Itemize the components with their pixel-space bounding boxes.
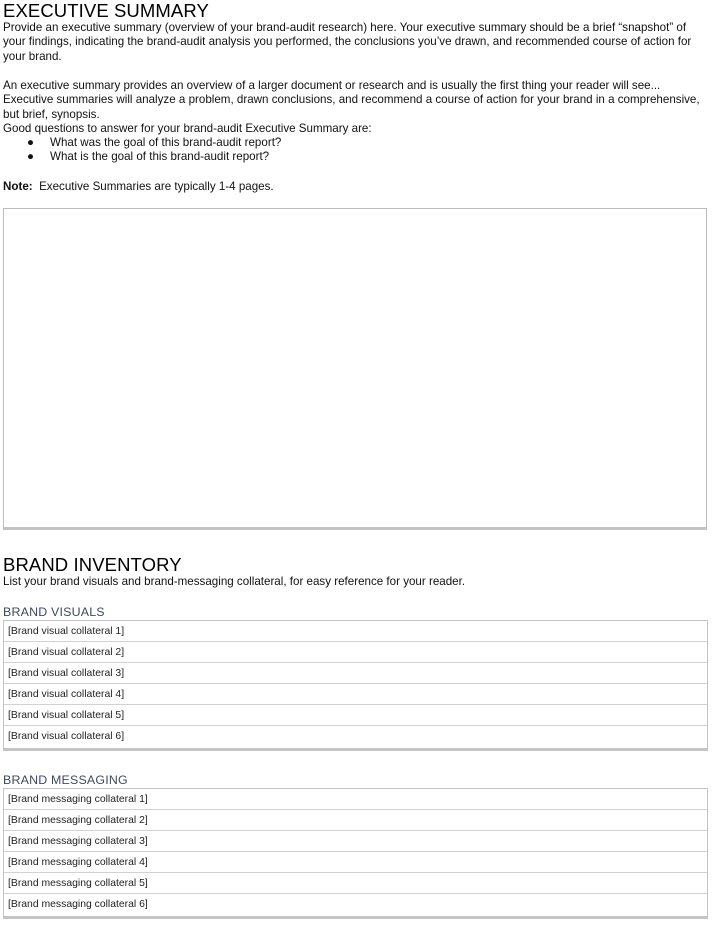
questions-intro: Good questions to answer for your brand-audit Executive Summary are: [3,122,372,135]
question-item [0,150,704,164]
table-row[interactable]: [Brand messaging collateral 2] [4,810,707,831]
note-label: Note: [3,180,33,193]
table-row[interactable]: [Brand visual collateral 6] [8,731,125,742]
executive-summary-text-box[interactable] [3,208,707,530]
executive-summary-intro: Provide an executive summary (overview of your brand-audit research) here. Your executive summary should be a brief “snapshot” of your findings, indicating the brand-audit analysis you performed, the conclusions you’ve drawn, and recommended course of action for your brand. [3,21,692,63]
brand-inventory-title: BRAND INVENTORY [3,554,182,575]
note-text: Executive Summaries are typically 1-4 pages. [39,180,274,193]
table-row[interactable]: [Brand visual collateral 3] [4,663,707,684]
table-row[interactable]: [Brand messaging collateral 1] [4,789,707,810]
question-text: What was the goal of this brand-audit report? [50,136,282,149]
note [3,180,274,194]
table-row[interactable]: [Brand messaging collateral 4] [4,852,707,873]
table-row[interactable]: [Brand visual collateral 1] [4,621,707,642]
questions-list [0,136,704,165]
brand-messaging-heading: BRAND MESSAGING [3,773,128,787]
bullet-icon: ● [27,136,35,149]
executive-summary-description: An executive summary provides an overview of a larger document or research and is usually the first thing your reader will see... Executive summaries will analyze a problem, drawn conclusions, and recommend a course of action for your brand in a comprehensive, but brief, synopsis. [3,79,700,121]
question-text: What is the goal of this brand-audit report? [50,150,270,164]
question-item [0,136,704,150]
table-row[interactable]: [Brand visual collateral 4] [4,684,707,705]
table-row[interactable]: [Brand visual collateral 5] [4,705,707,726]
brand-inventory-description: List your brand visuals and brand-messaging collateral, for easy reference for your reader. [3,575,466,588]
table-row[interactable]: [Brand messaging collateral 5] [4,873,707,894]
brand-messaging-table [3,788,708,919]
brand-visuals-heading: BRAND VISUALS [3,605,105,619]
executive-summary-title: EXECUTIVE SUMMARY [3,0,209,21]
bullet-icon: ● [27,150,35,164]
table-row[interactable]: [Brand messaging collateral 3] [4,831,707,852]
brand-visuals-table [3,620,708,751]
table-row[interactable]: [Brand visual collateral 2] [4,642,707,663]
table-row[interactable]: [Brand messaging collateral 6] [8,899,148,910]
